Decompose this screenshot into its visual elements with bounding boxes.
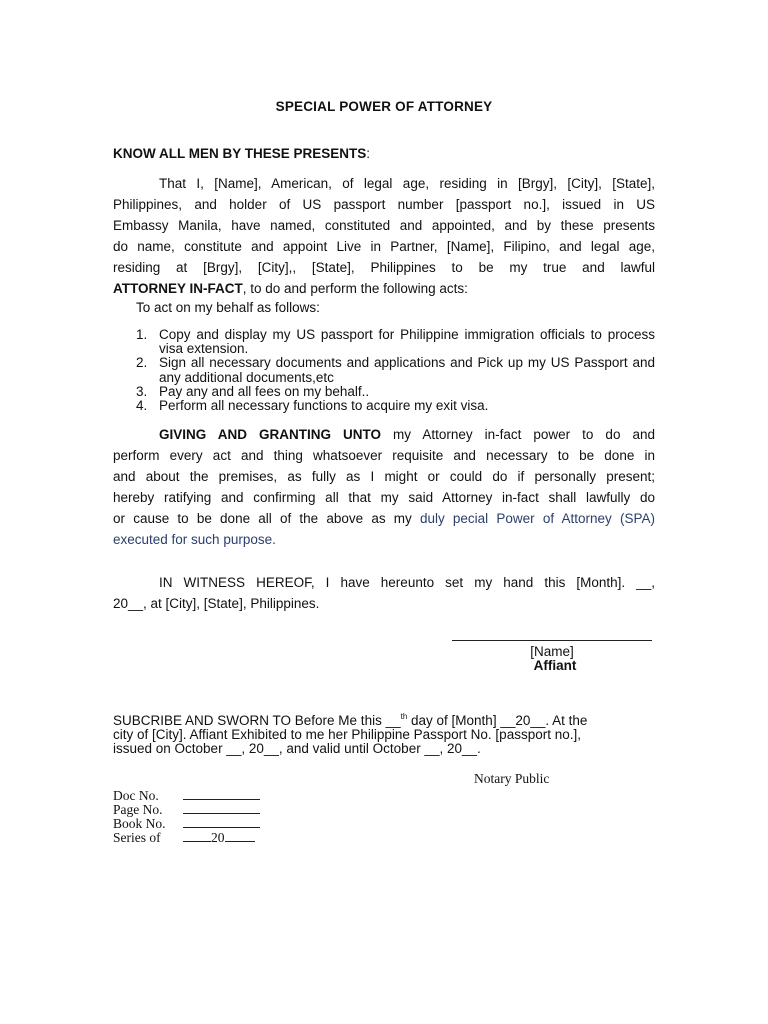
witness-line: 20__, at [City], [State], Philippines. <box>113 596 320 611</box>
intro-line: That I, [Name], American, of legal age, residing in [Brgy], [City], [State], <box>159 176 655 191</box>
act-text: Pay any and all fees on my behalf.. <box>159 383 370 399</box>
giving-line-last: executed for such purpose. <box>113 532 276 547</box>
know-colon: : <box>366 146 371 161</box>
act-number: 4. <box>136 398 148 414</box>
act-number: 1. <box>136 327 148 342</box>
jurat-text: SUBCRIBE AND SWORN TO Before Me this __ <box>113 713 401 728</box>
giving-granting-term: GIVING AND GRANTING UNTO <box>159 427 382 442</box>
act-item <box>136 385 655 399</box>
page-no-row <box>113 802 260 817</box>
series-blank <box>225 830 255 842</box>
giving-line: perform every act and thing whatsoever requisite and necessary to be done in <box>113 448 655 463</box>
act-text: Sign all necessary documents and applications and Pick up my US Passport and any additional documents,etc <box>159 355 655 385</box>
acts-list <box>136 328 655 413</box>
notary-public-label: Notary Public <box>474 771 550 786</box>
witness-paragraph <box>113 572 655 614</box>
series-blank <box>183 830 211 842</box>
giving-line <box>113 508 655 529</box>
book-no-blank <box>183 816 260 828</box>
doc-no-blank <box>183 788 260 800</box>
act-text: Copy and display my US passport for Philippine immigration officials to process visa extension. <box>159 327 655 357</box>
giving-paragraph <box>113 424 655 550</box>
act-number: 2. <box>136 355 148 371</box>
jurat-line: issued on October __, 20__, and valid until October __, 20__. <box>113 741 481 756</box>
intro-line: Philippines, and holder of US passport number [passport no.], issued in US <box>113 197 655 212</box>
intro-line-last <box>113 278 655 299</box>
signature-role: Affiant <box>533 658 577 673</box>
act-item <box>136 399 655 413</box>
jurat-ordinal: th <box>400 712 408 721</box>
know-all-men-text: KNOW ALL MEN BY THESE PRESENTS <box>113 146 367 161</box>
signature-name: [Name] <box>530 644 574 659</box>
giving-line <box>113 424 655 445</box>
series-year: 20 <box>211 830 225 845</box>
jurat-paragraph <box>113 714 653 756</box>
intro-line: do name, constitute and appoint Live in Partner, [Name], Filipino, and legal age, <box>113 239 655 254</box>
signature-line <box>452 630 652 641</box>
intro-paragraph <box>113 173 655 299</box>
doc-no-label: Doc No. <box>113 788 159 803</box>
doc-no-row <box>113 788 260 803</box>
jurat-line: city of [City]. Affiant Exhibited to me her Philippine Passport No. [passport no.], <box>113 727 581 742</box>
act-number: 3. <box>136 383 148 399</box>
witness-line: IN WITNESS HEREOF, I have hereunto set my hand this [Month]. __, <box>159 575 655 590</box>
jurat-line <box>113 714 653 728</box>
giving-line-rest: my Attorney in-fact power to do and <box>381 427 655 442</box>
know-all-men-heading <box>113 146 370 161</box>
spa-reference: duly pecial Power of Attorney (SPA) <box>419 511 655 526</box>
act-item <box>136 356 655 384</box>
act-item <box>136 328 655 356</box>
intro-last-text: , to do and perform the following acts: <box>242 281 468 296</box>
attorney-in-fact-term: ATTORNEY IN-FACT <box>113 281 243 296</box>
jurat-text: day of [Month] __20__. At the <box>407 713 588 728</box>
intro-line: residing at [Brgy], [City],, [State], Philippines to be my true and lawful <box>113 260 655 275</box>
series-label: Series of <box>113 830 161 845</box>
page-no-label: Page No. <box>113 802 163 817</box>
giving-line: and about the premises, as fully as I might or could do if personally present; <box>113 469 655 484</box>
intro-line: Embassy Manila, have named, constituted and appointed, and by these presents <box>113 218 655 233</box>
document-title: SPECIAL POWER OF ATTORNEY <box>275 99 493 114</box>
act-text: Perform all necessary functions to acquire my exit visa. <box>159 398 489 414</box>
book-no-label: Book No. <box>113 816 166 831</box>
acts-intro: To act on my behalf as follows: <box>136 300 320 315</box>
giving-line-text: or cause to be done all of the above as my <box>113 511 420 526</box>
book-no-row <box>113 816 260 831</box>
series-row <box>113 830 255 845</box>
giving-line: hereby ratifying and confirming all that my said Attorney in-fact shall lawfully do <box>113 490 655 505</box>
page-no-blank <box>183 802 260 814</box>
